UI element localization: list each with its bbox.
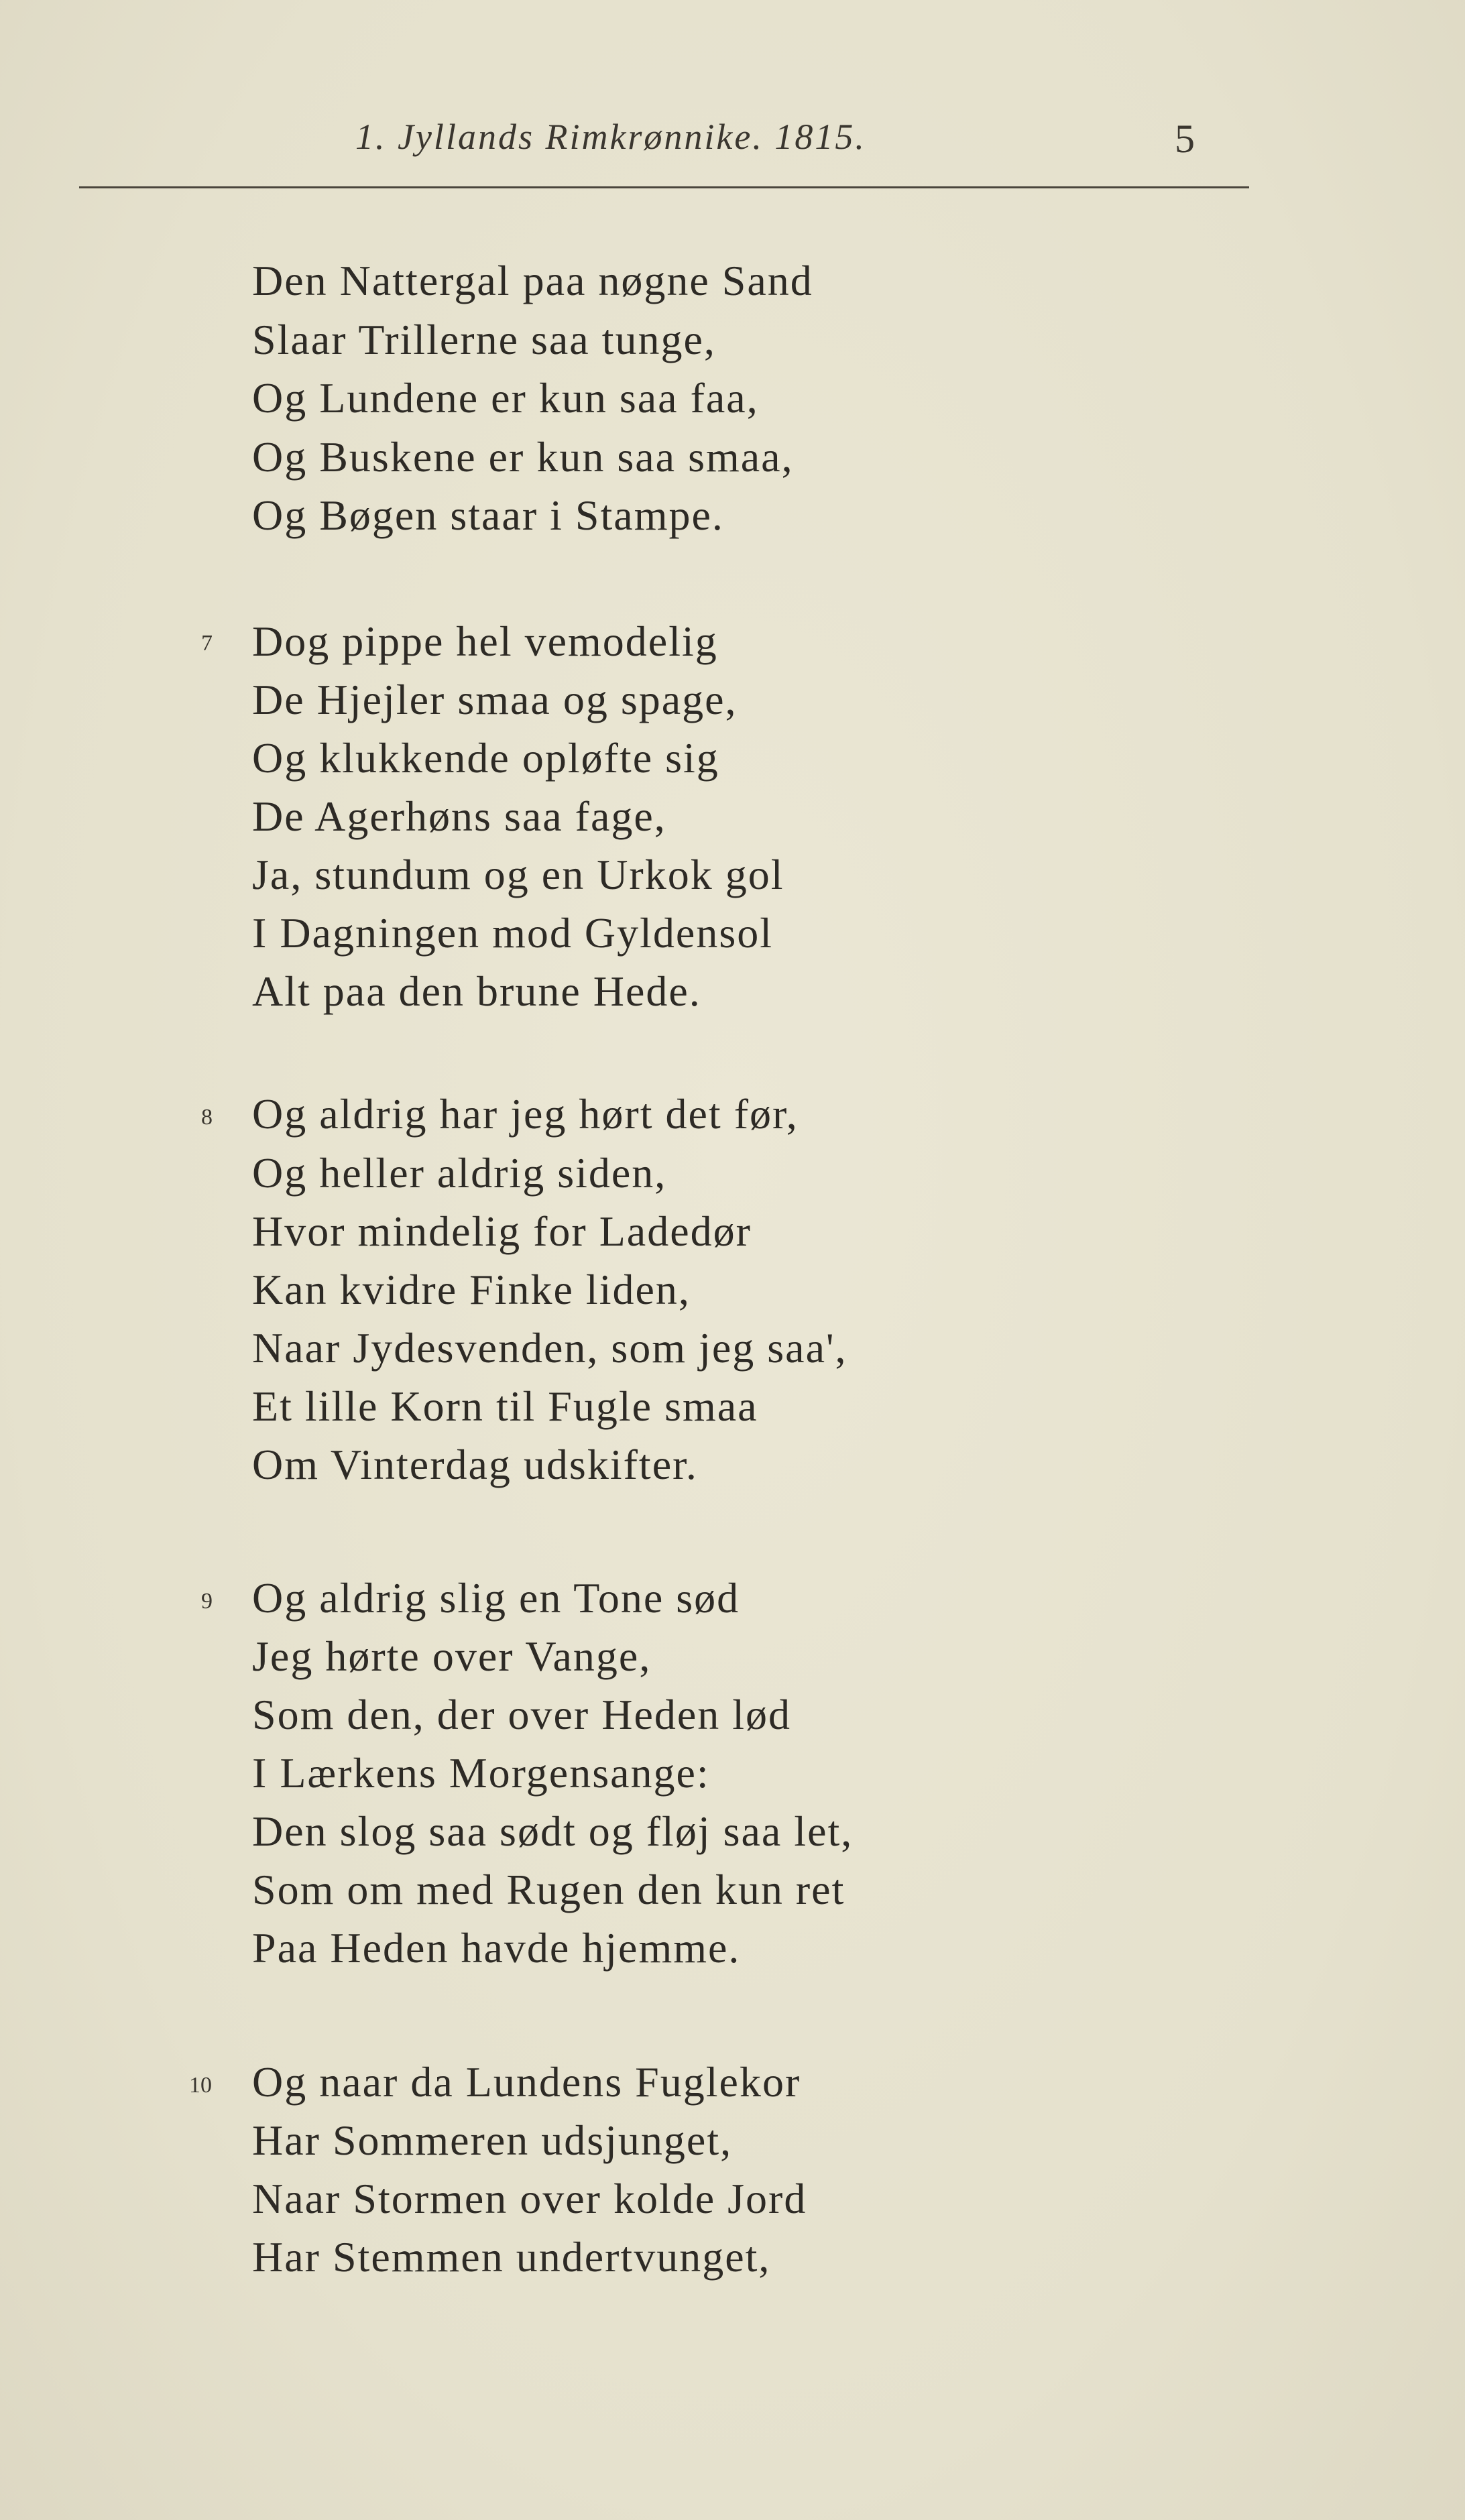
- header-rule: [79, 186, 1249, 188]
- verse-line: Paa Heden havde hjemme.: [252, 1924, 741, 1972]
- verse-line: Og aldrig har jeg hørt det før,: [252, 1090, 799, 1138]
- verse-line: Har Stemmen undertvunget,: [252, 2233, 771, 2281]
- verse-line: Og klukkende opløfte sig: [252, 734, 719, 782]
- verse-line: De Agerhøns saa fage,: [252, 792, 666, 840]
- verse-line: Dog pippe hel vemodelig: [252, 617, 718, 665]
- verse-line: Jeg hørte over Vange,: [252, 1632, 652, 1680]
- verse-line: Om Vinterdag udskifter.: [252, 1441, 698, 1488]
- verse-line: Naar Jydesvenden, som jeg saa',: [252, 1324, 847, 1372]
- verse-line: Som om med Rugen den kun ret: [252, 1866, 845, 1913]
- verse-line: Kan kvidre Finke liden,: [252, 1266, 691, 1313]
- verse-line: Slaar Trillerne saa tunge,: [252, 316, 716, 363]
- stanza-number: 9: [201, 1589, 213, 1614]
- verse-line: Den slog saa sødt og fløj saa let,: [252, 1807, 854, 1855]
- verse-line: Og heller aldrig siden,: [252, 1149, 667, 1197]
- running-title: 1. Jyllands Rimkrønnike. 1815.: [355, 117, 866, 157]
- verse-line: I Lærkens Morgensange:: [252, 1749, 710, 1797]
- verse-line: Naar Stormen over kolde Jord: [252, 2175, 807, 2222]
- page-header: [0, 111, 1465, 171]
- verse-line: Den Nattergal paa nøgne Sand: [252, 257, 813, 304]
- stanza-number: 8: [201, 1105, 213, 1130]
- verse-line: Og naar da Lundens Fuglekor: [252, 2058, 801, 2106]
- verse-line: Har Sommeren udsjunget,: [252, 2116, 733, 2164]
- verse-line: Hvor mindelig for Ladedør: [252, 1207, 752, 1255]
- verse-line: I Dagningen mod Gyldensol: [252, 909, 773, 957]
- verse-line: Og Bøgen staar i Stampe.: [252, 491, 724, 539]
- stanza-number: 10: [189, 2073, 212, 2098]
- verse-line: Et lille Korn til Fugle smaa: [252, 1382, 758, 1430]
- verse-line: Som den, der over Heden lød: [252, 1691, 792, 1738]
- verse-line: Og Buskene er kun saa smaa,: [252, 433, 794, 481]
- verse-line: Og Lundene er kun saa faa,: [252, 374, 759, 422]
- page-number: 5: [1175, 117, 1195, 161]
- verse-line: Og aldrig slig en Tone sød: [252, 1574, 740, 1622]
- verse-line: Ja, stundum og en Urkok gol: [252, 851, 784, 898]
- stanza-number: 7: [201, 631, 213, 656]
- verse-line: Alt paa den brune Hede.: [252, 967, 701, 1015]
- verse-line: De Hjejler smaa og spage,: [252, 676, 738, 723]
